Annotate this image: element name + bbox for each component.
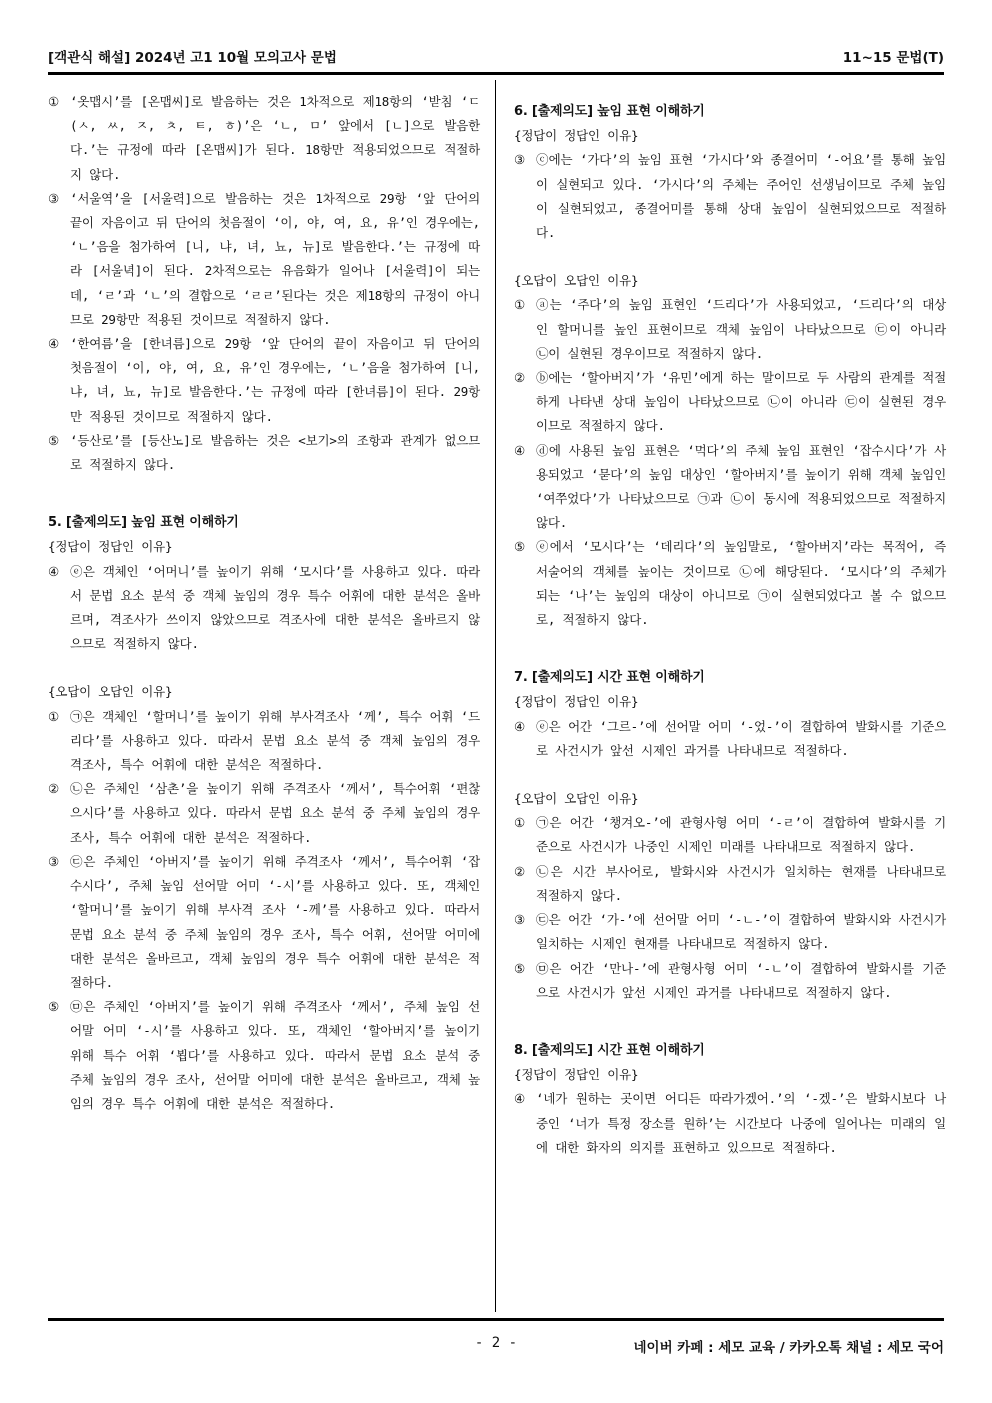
item-text: ㉠은 객체인 ‘할머니’를 높이기 위해 부사격조사 ‘께’, 특수 어휘 ‘드리다’를 사용하고 있다. 따라서 문법 요소 분석 중 객체 높임의 경우 격조사, 특수 어휘에 대한 분석은 적절하다. [70, 708, 480, 773]
item-text: ㉢은 어간 ‘가-’에 선어말 어미 ‘-ㄴ-’이 결합하여 발화시와 사건시가 일치하는 시제인 현재를 나타내므로 적절하지 않다. [536, 912, 946, 952]
answer-item [514, 715, 946, 763]
item-number: ④ [514, 718, 526, 734]
item-number: ① [48, 94, 60, 109]
answer-item [48, 90, 480, 187]
section-8-title: 8. [출제의도] 시간 표현 이해하기 [514, 1042, 705, 1058]
item-number: ④ [514, 1091, 526, 1107]
section-6-wrong-label: {오답이 오답인 이유} [514, 273, 639, 289]
answer-item [48, 777, 480, 850]
item-number: ⑤ [514, 539, 526, 555]
answer-item [514, 957, 946, 1005]
answer-item [514, 811, 946, 859]
top-rule [48, 72, 944, 75]
section-7-title: 7. [출제의도] 시간 표현 이해하기 [514, 670, 705, 686]
section-7-wrong-label: {오답이 오답인 이유} [514, 791, 639, 807]
section-5-wrong [48, 705, 480, 1116]
item-text: ㉢은 주체인 ‘아버지’를 높이기 위해 주격조사 ‘께서’, 특수어휘 ‘잡수시다’, 주체 높임 선어말 어미 ‘-시’를 사용하고 있다. 또, 객체인 ‘할머니’를 높이기 위해 부사격 조사 ‘-께’를 사용하고 있다. 따라서 문법 요소 분석 중 주체 높임의 경우 조사, 특수 어휘, 선어말 어미에 대한 분석은 올바르고, 객체 높임의 경우 특수 어휘에 대한 분석은 적절하다. [70, 853, 480, 990]
answer-item [514, 1087, 946, 1160]
item-text: ‘네가 원하는 곳이면 어디든 따라가겠어.’의 ‘-겠-’은 발화시보다 나중인 ‘너가 특정 장소를 원하’는 시간보다 나중에 일어나는 미래의 일에 대한 화자의 의지를 표현하고 있으므로 적절하다. [536, 1091, 946, 1155]
section-8-correct [514, 1087, 946, 1160]
item-number: ③ [48, 190, 60, 206]
item-text: ㉤은 주체인 ‘아버지’를 높이기 위해 주격조사 ‘께서’, 주체 높임 선어말 어미 ‘-시’를 사용하고 있다. 또, 객체인 ‘할아버지’를 높이기 위해 특수 어휘 ‘뵙다’를 사용하고 있다. 따라서 문법 요소 분석 중 주체 높임의 경우 조사, 선어말 어미에 대한 분석은 올바르고, 객체 높임의 경우 특수 어휘에 대한 분석은 적절하다. [70, 999, 480, 1111]
answer-item [48, 995, 480, 1116]
item-number: ② [514, 370, 526, 386]
item-text: ⓓ에 사용된 높임 표현은 ‘먹다’의 주체 높임 표현인 ‘잡수시다’가 사용되었고 ‘묻다’의 높임 대상인 ‘할아버지’를 높이기 위해 객체 높임인 ‘여쭈었다’가 나타났으므로 ㉠과 ㉡이 동시에 적용되었으므로 적절하지 않다. [536, 442, 946, 531]
page-number: - 2 - [474, 1335, 518, 1351]
item-number: ⑤ [514, 960, 526, 976]
item-text: ⓔ은 어간 ‘그르-’에 선어말 어미 ‘-었-’이 결합하여 발화시를 기준으로 사건시가 앞선 시제인 과거를 나타내므로 적절하다. [536, 718, 946, 758]
item-number: ② [48, 781, 60, 797]
bottom-rule [48, 1318, 944, 1321]
answer-item [514, 439, 946, 536]
item-text: ⓒ에는 ‘가다’의 높임 표현 ‘가시다’와 종결어미 ‘-어요’를 통해 높임이 실현되고 있다. ‘가시다’의 주체는 주어인 선생님이므로 주체 높임이 실현되었고, 종결어미를 통해 상대 높임이 실현되었으므로 적절하다. [536, 152, 946, 241]
item-number: ③ [514, 912, 526, 928]
page-header [48, 46, 944, 68]
item-number: ④ [514, 442, 526, 458]
item-text: ‘한여름’을 [한녀름]으로 29항 ‘앞 단어의 끝이 자음이고 뒤 단어의 첫음절이 ‘이, 야, 여, 요, 유’인 경우에는, ‘ㄴ’음을 첨가하여 [니, 냐, 녀, 뇨, 뉴]로 발음한다.’는 규정에 따라 [한녀름]이 된다. 29항만 적용된 것이므로 적절하지 않다. [70, 336, 480, 424]
left-column [48, 90, 480, 1116]
section-5-title: 5. [출제의도] 높임 표현 이해하기 [48, 515, 239, 531]
item-number: ④ [48, 563, 60, 579]
items-top [48, 90, 480, 477]
section-7-correct-label: {정답이 정답인 이유} [514, 694, 639, 710]
section-7-wrong [514, 811, 946, 1005]
answer-item [514, 908, 946, 956]
section-8-correct-label: {정답이 정답인 이유} [514, 1067, 639, 1083]
item-text: ㉡은 시간 부사어로, 발화시와 사건시가 일치하는 현재를 나타내므로 적절하지 않다. [536, 863, 946, 903]
item-number: ⑤ [48, 999, 60, 1015]
item-number: ③ [514, 152, 526, 168]
item-number: ③ [48, 853, 60, 869]
section-6-correct-label: {정답이 정답인 이유} [514, 128, 639, 144]
answer-item [48, 850, 480, 995]
answer-item [514, 535, 946, 632]
section-6-wrong [514, 293, 946, 632]
item-text: ‘서울역’을 [서울력]으로 발음하는 것은 1차적으로 29항 ‘앞 단어의 끝이 자음이고 뒤 단어의 첫음절이 ‘이, 야, 여, 요, 유’인 경우에는, ‘ㄴ’음을 첨가하여 [니, 냐, 녀, 뇨, 뉴]로 발음한다.’는 규정에 따라 [서울녁]이 된다. 2차적으로는 유음화가 일어나 [서울력]이 되는데, ‘ㄹ’과 ‘ㄴ’의 결합으로 ‘ㄹㄹ’된다는 것은 제18항의 규정이 아니므로 29항만 적용된 것이므로 적절하지 않다. [70, 190, 480, 327]
item-text: ⓐ는 ‘주다’의 높임 표현인 ‘드리다’가 사용되었고, ‘드리다’의 대상인 할머니를 높인 표현이므로 객체 높임이 나타났으므로 ㉢이 아니라 ㉡이 실현된 경우이므로 적절하지 않다. [536, 297, 946, 361]
section-5-wrong-label: {오답이 오답인 이유} [48, 684, 173, 700]
section-6-correct [514, 148, 946, 245]
answer-item [48, 429, 480, 477]
item-number: ① [514, 815, 526, 831]
item-number: ① [514, 297, 526, 313]
section-5-correct-label: {정답이 정답인 이유} [48, 539, 173, 555]
answer-item [48, 560, 480, 657]
item-number: ⑤ [48, 432, 60, 448]
answer-item [514, 293, 946, 366]
item-text: ㉠은 어간 ‘챙겨오-’에 관형사형 어미 ‘-ㄹ’이 결합하여 발화시를 기준으로 사건시가 나중인 시제인 미래를 나타내므로 적절하지 않다. [536, 815, 946, 855]
answer-item [514, 148, 946, 245]
item-text: ㉡은 주체인 ‘삼촌’을 높이기 위해 주격조사 ‘께서’, 특수어휘 ‘편찮으시다’를 사용하고 있다. 따라서 문법 요소 분석 중 주체 높임의 경우 조사, 특수 어휘에 대한 분석은 적절하다. [70, 781, 480, 845]
section-6-title: 6. [출제의도] 높임 표현 이해하기 [514, 104, 705, 119]
footer-credit: 네이버 카페 : 세모 교육 / 카카오톡 채널 : 세모 국어 [633, 1340, 944, 1356]
item-text: ‘옷맵시’를 [온맵씨]로 발음하는 것은 1차적으로 제18항의 ‘받침 ‘ㄷ(ㅅ, ㅆ, ㅈ, ㅊ, ㅌ, ㅎ)’은 ‘ㄴ, ㅁ’ 앞에서 [ㄴ]으로 발음한다.’는 규정에 따라 [온맵씨]가 된다. 18항만 적용되었으므로 적절하지 않다. [70, 94, 480, 182]
section-7-correct [514, 715, 946, 763]
item-number: ④ [48, 336, 60, 352]
answer-item [48, 187, 480, 332]
right-column [514, 90, 946, 1160]
column-divider [495, 80, 496, 1312]
item-text: ⓑ에는 ‘할아버지’가 ‘유민’에게 하는 말이므로 두 사람의 관계를 적절하게 나타낸 상대 높임이 나타났으므로 ㉡이 아니라 ㉢이 실현된 경우이므로 적절하지 않다. [536, 370, 946, 434]
item-number: ① [48, 708, 60, 724]
answer-item [514, 860, 946, 908]
item-number: ② [514, 863, 526, 879]
header-title: [객관식 해설] 2024년 고1 10월 모의고사 문법 [48, 50, 337, 66]
answer-item [514, 366, 946, 439]
section-5-correct [48, 560, 480, 657]
item-text: ⓔ은 객체인 ‘어머니’를 높이기 위해 ‘모시다’를 사용하고 있다. 따라서 문법 요소 분석 중 객체 높임의 경우 특수 어휘에 대한 분석은 올바르며, 격조사가 쓰이지 않았으므로 격조사에 대한 분석은 올바르지 않으므로 적절하지 않다. [70, 563, 480, 652]
item-text: ‘등산로’를 [등산노]로 발음하는 것은 <보기>의 조항과 관계가 없으므로 적절하지 않다. [70, 432, 480, 473]
answer-item [48, 705, 480, 778]
header-section: 11~15 문법(T) [842, 50, 944, 66]
item-text: ㉤은 어간 ‘만나-’에 관형사형 어미 ‘-ㄴ’이 결합하여 발화시를 기준으로 사건시가 앞선 시제인 과거를 나타내므로 적절하지 않다. [536, 960, 946, 1000]
answer-item [48, 332, 480, 429]
item-text: ⓔ에서 ‘모시다’는 ‘데리다’의 높임말로, ‘할아버지’라는 목적어, 즉 서술어의 객체를 높이는 것이므로 ㉡에 해당된다. ‘모시다’의 주체가 되는 ‘나’는 높임의 대상이 아니므로 ㉠이 실현되었다고 볼 수 없으므로, 적절하지 않다. [536, 539, 946, 628]
